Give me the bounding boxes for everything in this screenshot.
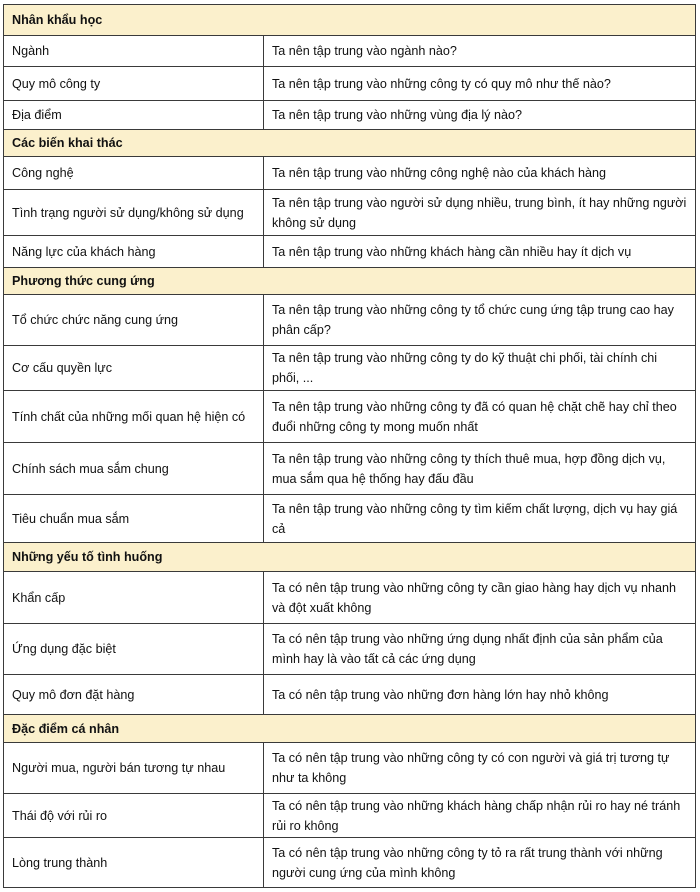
table-row	[4, 391, 696, 443]
section-header	[4, 5, 696, 36]
question-cell: Ta có nên tập trung vào những công ty có con người và giá trị tương tự như ta không	[264, 743, 696, 794]
section-header	[4, 268, 696, 295]
criterion-cell: Cơ cấu quyền lực	[4, 346, 264, 391]
segmentation-table	[3, 4, 696, 888]
question-cell: Ta nên tập trung vào ngành nào?	[264, 36, 696, 67]
table-row	[4, 101, 696, 130]
question-cell: Ta nên tập trung vào những công ty tìm kiếm chất lượng, dịch vụ hay giá cả	[264, 495, 696, 543]
section-header	[4, 543, 696, 572]
criterion-cell: Năng lực của khách hàng	[4, 236, 264, 268]
criterion-cell: Lòng trung thành	[4, 838, 264, 888]
table-row	[4, 36, 696, 67]
question-cell: Ta có nên tập trung vào những công ty cần giao hàng hay dịch vụ nhanh và đột xuất không	[264, 572, 696, 624]
table-row	[4, 624, 696, 675]
question-cell: Ta nên tập trung vào những công ty thích thuê mua, hợp đồng dịch vụ, mua sắm qua hệ thống hay đấu đầu	[264, 443, 696, 495]
segmentation-table-body	[4, 5, 696, 888]
table-row	[4, 495, 696, 543]
criterion-cell: Khẩn cấp	[4, 572, 264, 624]
question-cell: Ta có nên tập trung vào những đơn hàng lớn hay nhỏ không	[264, 675, 696, 715]
criterion-cell: Tình trạng người sử dụng/không sử dụng	[4, 190, 264, 236]
criterion-cell: Quy mô đơn đặt hàng	[4, 675, 264, 715]
criterion-cell: Địa điểm	[4, 101, 264, 130]
question-cell: Ta nên tập trung vào những công ty do kỹ thuật chi phối, tài chính chi phối, ...	[264, 346, 696, 391]
question-cell: Ta nên tập trung vào người sử dụng nhiều, trung bình, ít hay những người không sử dụng	[264, 190, 696, 236]
table-row	[4, 443, 696, 495]
table-row	[4, 794, 696, 838]
question-cell: Ta có nên tập trung vào những ứng dụng nhất định của sản phẩm của mình hay là vào tất cả các ứng dụng	[264, 624, 696, 675]
criterion-cell: Ứng dụng đặc biệt	[4, 624, 264, 675]
question-cell: Ta nên tập trung vào những công ty đã có quan hệ chặt chẽ hay chỉ theo đuổi những công ty mong muốn nhất	[264, 391, 696, 443]
section-title: Đặc điểm cá nhân	[4, 715, 696, 743]
section-title: Nhân khẩu học	[4, 5, 696, 36]
criterion-cell: Quy mô công ty	[4, 67, 264, 101]
question-cell: Ta nên tập trung vào những vùng địa lý nào?	[264, 101, 696, 130]
question-cell: Ta có nên tập trung vào những khách hàng chấp nhận rủi ro hay né tránh rủi ro không	[264, 794, 696, 838]
table-row	[4, 743, 696, 794]
section-header	[4, 715, 696, 743]
table-row	[4, 236, 696, 268]
table-row	[4, 157, 696, 190]
criterion-cell: Người mua, người bán tương tự nhau	[4, 743, 264, 794]
criterion-cell: Ngành	[4, 36, 264, 67]
section-title: Phương thức cung ứng	[4, 268, 696, 295]
section-title: Các biến khai thác	[4, 130, 696, 157]
question-cell: Ta nên tập trung vào những công nghệ nào của khách hàng	[264, 157, 696, 190]
criterion-cell: Tổ chức chức năng cung ứng	[4, 295, 264, 346]
criterion-cell: Thái độ với rủi ro	[4, 794, 264, 838]
criterion-cell: Tính chất của những mối quan hệ hiện có	[4, 391, 264, 443]
table-row	[4, 572, 696, 624]
table-row	[4, 67, 696, 101]
question-cell: Ta nên tập trung vào những công ty có quy mô như thế nào?	[264, 67, 696, 101]
criterion-cell: Công nghệ	[4, 157, 264, 190]
table-row	[4, 838, 696, 888]
table-row	[4, 346, 696, 391]
section-header	[4, 130, 696, 157]
section-title: Những yếu tố tình huống	[4, 543, 696, 572]
criterion-cell: Chính sách mua sắm chung	[4, 443, 264, 495]
criterion-cell: Tiêu chuẩn mua sắm	[4, 495, 264, 543]
table-row	[4, 675, 696, 715]
table-row	[4, 295, 696, 346]
question-cell: Ta có nên tập trung vào những công ty tỏ ra rất trung thành với những người cung ứng của mình không	[264, 838, 696, 888]
question-cell: Ta nên tập trung vào những công ty tổ chức cung ứng tập trung cao hay phân cấp?	[264, 295, 696, 346]
question-cell: Ta nên tập trung vào những khách hàng cần nhiều hay ít dịch vụ	[264, 236, 696, 268]
table-row	[4, 190, 696, 236]
